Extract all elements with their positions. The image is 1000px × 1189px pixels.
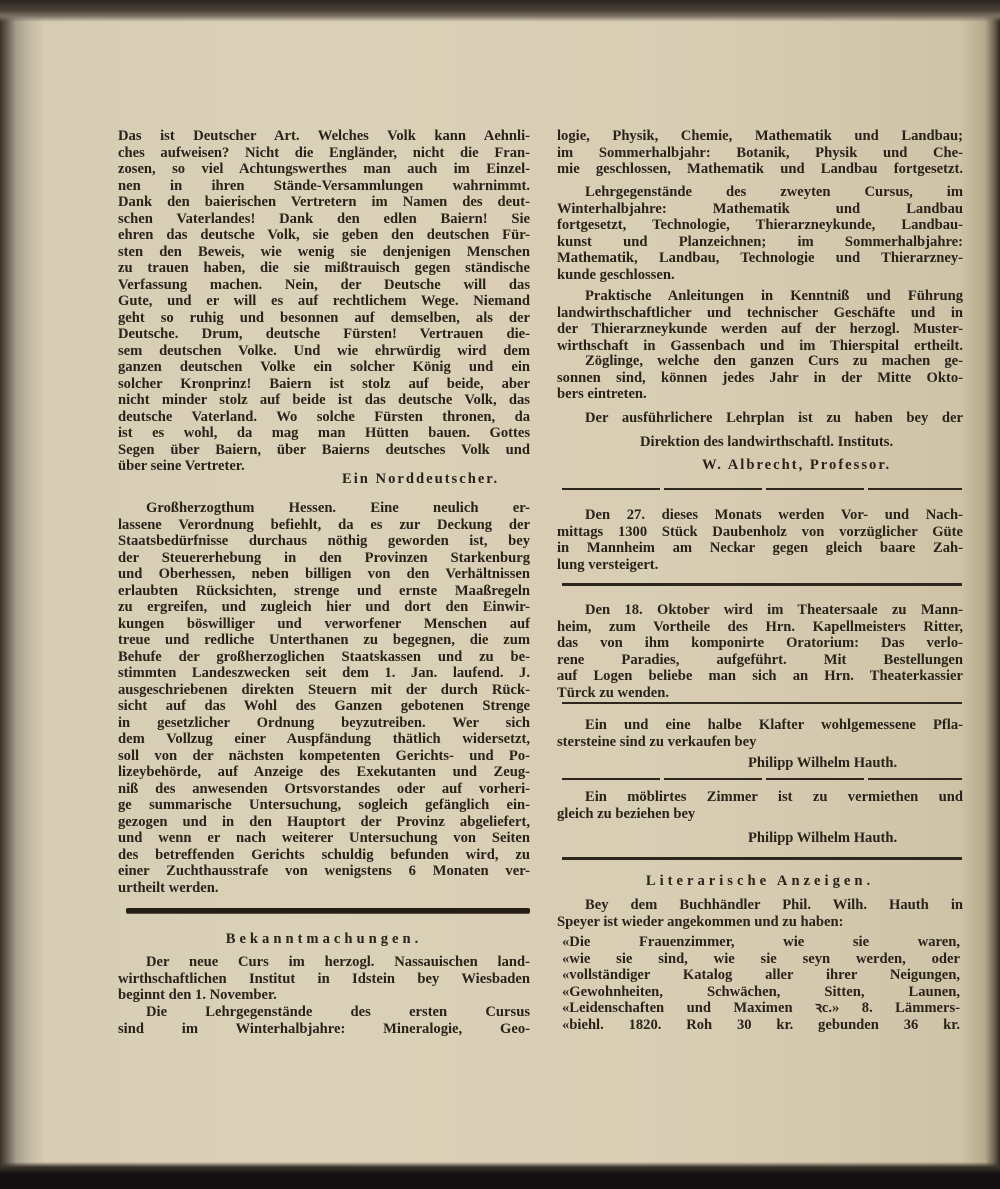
text-line: Praktische Anleitungen in Kenntniß und Führung: [585, 288, 963, 304]
text-line: mittags 1300 Stück Daubenholz von vorzüglicher Güte: [557, 523, 963, 540]
right-paragraph-zoeglinge: [557, 353, 963, 403]
text-line: urtheilt werden.: [118, 879, 219, 896]
text-line: sem deutschen Volke. Und wie ehrwürdig wird dem: [118, 342, 530, 359]
text-line: sten den Beweis, wie wenig sie denjenigen Menschen: [118, 243, 530, 260]
divider: [562, 583, 962, 586]
text-line: kunde geschlossen.: [557, 266, 675, 283]
text-line: Deutsche. Drum, deutsche Fürsten! Vertrauen die-: [118, 326, 530, 342]
text-line: Die Lehrgegenstände des ersten Cursus: [146, 1004, 530, 1020]
text-line: nen in ihren Stände-Versammlungen wahrnimmt.: [118, 177, 530, 194]
text-line: Den 27. dieses Monats werden Vor- und Nach-: [585, 507, 963, 523]
text-line: solcher Kronprinz! Baiern ist stolz auf beide, aber: [118, 375, 530, 392]
heading-bekanntmachungen: Bekanntmachungen.: [225, 931, 423, 947]
text-line: in Mannheim am Neckar gegen gleich baare Zah-: [557, 540, 963, 556]
text-line: Das ist Deutscher Art. Welches Volk kann Aehnli-: [118, 128, 530, 144]
right-paragraph-praktische: [557, 288, 963, 354]
text-line: heim, zum Vortheile des Hrn. Kapellmeisters Ritter,: [557, 618, 963, 635]
text-line: sonnen sind, können jedes Jahr in der Mitte Okto-: [557, 369, 963, 386]
text-line: gleich zu beziehen bey: [557, 805, 696, 822]
divider: [562, 488, 962, 490]
text-line: lung versteigert.: [557, 556, 659, 573]
text-line: Segen über Baiern, über Baierns deutsches Volk und: [118, 441, 530, 458]
text-line: Türck zu wenden.: [557, 684, 670, 701]
text-line: Der neue Curs im herzogl. Nassauischen land-: [146, 954, 530, 970]
text-line: rene Paradies, aufgeführt. Mit Bestellungen: [557, 651, 963, 668]
text-line: Staatsbedürfnisse durchaus nöthig geworden ist, bey: [118, 533, 530, 549]
left-paragraph-1: [118, 128, 530, 475]
notice-daubenholz: [557, 507, 963, 573]
right-paragraph-1: [557, 128, 963, 178]
text-line: ge summarische Untersuchung, sogleich gefänglich ein-: [118, 797, 530, 813]
text-line: und Oberhessen, neben billigen von den Verhältnissen: [118, 566, 530, 582]
text-line: ist es wohl, da mag man Hütten bauen. Gottes: [118, 425, 530, 441]
text-line: der Steuererhebung in den Provinzen Starkenburg: [118, 549, 530, 566]
text-line: über seine Vertreter.: [118, 458, 245, 474]
text-line: Speyer ist wieder angekommen und zu haben:: [557, 913, 844, 930]
text-line: landwirthschaftlicher und technischer Geschäfte und in: [557, 304, 963, 321]
text-line: bers eintreten.: [557, 386, 647, 402]
text-line: zu ergreifen, und zugleich hier und dort den Einwir-: [118, 599, 530, 615]
text-line: kungen böswilliger und verworfener Menschen auf: [118, 615, 530, 632]
literary-intro: [557, 897, 963, 930]
text-line: Lehrgegenstände des zweyten Cursus, im: [585, 184, 963, 200]
text-line: ausgeschriebenen direkten Steuern mit der durch Rück-: [118, 681, 530, 698]
text-line: ehren das deutsche Volk, sie geben den deutschen Für-: [118, 227, 530, 243]
text-line: das von ihm komponirte Oratorium: Das verlo-: [557, 635, 963, 651]
text-line: ganzen deutschen Volke ein solcher König und ein: [118, 359, 530, 375]
signature-hauth-1: Philipp Wilhelm Hauth.: [748, 755, 898, 771]
text-line: Zöglinge, welche den ganzen Curs zu machen ge-: [585, 353, 963, 369]
text-line: Mathematik, Landbau, Technologie und Thierarzney-: [557, 250, 963, 266]
text-line: Bey dem Buchhändler Phil. Wilh. Hauth in: [585, 897, 963, 913]
text-line: «Die Frauenzimmer, wie sie waren,: [562, 934, 960, 950]
text-line: Großherzogthum Hessen. Eine neulich er-: [146, 500, 530, 516]
text-line: einer Zuchthausstrafe von wenigstens 6 Monaten ver-: [118, 863, 530, 879]
heading-literarische-anzeigen: Literarische Anzeigen.: [645, 873, 875, 889]
text-line: fortgesetzt, Technologie, Thierarzneykunde, Landbau-: [557, 217, 963, 233]
text-line: im Sommerhalbjahr: Botanik, Physik und Che-: [557, 144, 963, 161]
notice-zimmer: [557, 789, 963, 822]
literary-quote: [562, 934, 960, 1033]
text-line: «Gewohnheiten, Schwächen, Sitten, Launen,: [562, 983, 960, 1000]
text-line: nicht minder stolz auf beide ist das deutsche Volk, das: [118, 392, 530, 408]
text-line: deutsche Vaterland. Wo solche Fürsten thronen, da: [118, 408, 530, 425]
text-line: wirthschaft in Gassenbach und im Thierspital ertheilt.: [557, 337, 963, 354]
text-line: wirthschaftlichen Institut in Idstein bey Wiesbaden: [118, 970, 530, 987]
text-line: erlaubten Rücksichten, strenge und ernste Maaßregeln: [118, 582, 530, 599]
notice-oratorium: [557, 602, 963, 701]
right-paragraph-zweyter-cursus: [557, 184, 963, 283]
left-paragraph-curs: [118, 954, 530, 1004]
text-line: mie geschlossen, Mathematik und Landbau fortgesetzt.: [557, 161, 963, 177]
text-line: des betreffenden Gerichts schuldig befunden wird, zu: [118, 846, 530, 863]
text-line: Winterhalbjahre: Mathematik und Landbau: [557, 200, 963, 217]
text-line: Ein und eine halbe Klafter wohlgemessene Pfla-: [585, 717, 963, 733]
text-line: Dank den baierischen Vertretern im Namen des deut-: [118, 194, 530, 210]
text-line: Der ausführlichere Lehrplan ist zu haben bey der: [585, 410, 963, 426]
text-line: geht so ruhig und besonnen auf demselben, als der: [118, 309, 530, 326]
text-line: Den 18. Oktober wird im Theatersaale zu Mann-: [585, 602, 963, 618]
left-paragraph-hessen: [118, 500, 530, 896]
signature-albrecht: W. Albrecht, Professor.: [702, 457, 892, 473]
text-line: logie, Physik, Chemie, Mathematik und Landbau;: [557, 128, 963, 144]
text-line: und wenn er nach weiterer Untersuchung von Seiten: [118, 830, 530, 846]
text-line: sicht auf das Wohl des Ganzen gebotenen Strenge: [118, 698, 530, 714]
text-line: stimmten Landeszwecken seit dem 1. Jan. laufend. J.: [118, 665, 530, 681]
text-line: ches aufweisen? Nicht die Engländer, nicht die Fran-: [118, 144, 530, 161]
text-line: Behufe der großherzoglichen Staatskassen und zu be-: [118, 648, 530, 665]
signature-hauth-2: Philipp Wilhelm Hauth.: [748, 830, 898, 846]
divider: [562, 857, 962, 860]
text-line: «biehl. 1820. Roh 30 kr. gebunden 36 kr.: [562, 1016, 960, 1033]
text-line: zosen, so viel Achtungswerthes man auch im Einzel-: [118, 161, 530, 177]
text-line: treue und redliche Unterthanen zu begegnen, die zum: [118, 632, 530, 648]
text-line: in gesetzlicher Ordnung beyzutreiben. Wer sich: [118, 714, 530, 731]
left-paragraph-lehrgegenstaende: [118, 1004, 530, 1037]
text-line: lassene Verordnung befiehlt, da es zur Deckung der: [118, 516, 530, 533]
signature-direktion: Direktion des landwirthschaftl. Instituts.: [640, 434, 894, 450]
section-divider: [126, 908, 530, 913]
text-line: soll von der nächsten kompetenten Gerichts- und Po-: [118, 747, 530, 764]
text-line: zu trauen haben, die sie mißtrauisch gegen ständische: [118, 260, 530, 276]
text-line: kunst und Planzeichnen; im Sommerhalbjahre:: [557, 233, 963, 250]
text-line: sind im Winterhalbjahre: Mineralogie, Geo-: [118, 1020, 530, 1037]
text-line: der Thierarzneykunde werden auf der herzogl. Muster-: [557, 321, 963, 337]
text-line: Gute, und er will es auf rechtlichem Wege. Niemand: [118, 293, 530, 309]
text-line: lizeybehörde, auf Anzeige des Exekutanten und Zeug-: [118, 764, 530, 780]
signature-norddeutscher: Ein Norddeutscher.: [342, 471, 500, 487]
text-line: beginnt den 1. November.: [118, 987, 277, 1003]
right-paragraph-lehrplan: [557, 410, 963, 427]
text-line: gezogen und in den Hauptort der Provinz abgeliefert,: [118, 813, 530, 830]
page-top-edge: [0, 0, 1000, 22]
text-line: auf Logen beliebe man sich an Hrn. Theaterkassier: [557, 668, 963, 684]
text-line: stersteine sind zu verkaufen bey: [557, 733, 757, 750]
notice-pflastersteine: [557, 717, 963, 750]
divider: [562, 702, 962, 704]
text-line: Ein möblirtes Zimmer ist zu vermiethen und: [585, 789, 963, 805]
text-line: «Leidenschaften und Maximen ꝛc.» 8. Lämmers-: [562, 1000, 960, 1016]
divider: [562, 778, 962, 780]
text-line: niß des anwesenden Ortsvorstandes oder auf vorheri-: [118, 780, 530, 797]
text-line: dem Vollzug einer Auspfändung thätlich widersetzt,: [118, 731, 530, 747]
text-line: Verfassung machen. Nein, der Deutsche will das: [118, 276, 530, 293]
page-bottom-edge: [0, 1162, 1000, 1189]
text-line: «vollständiger Katalog aller ihrer Neigungen,: [562, 967, 960, 983]
text-line: «wie sie sind, wie sie seyn werden, oder: [562, 950, 960, 967]
text-line: schen Vaterlandes! Dank den edlen Baiern! Sie: [118, 210, 530, 227]
